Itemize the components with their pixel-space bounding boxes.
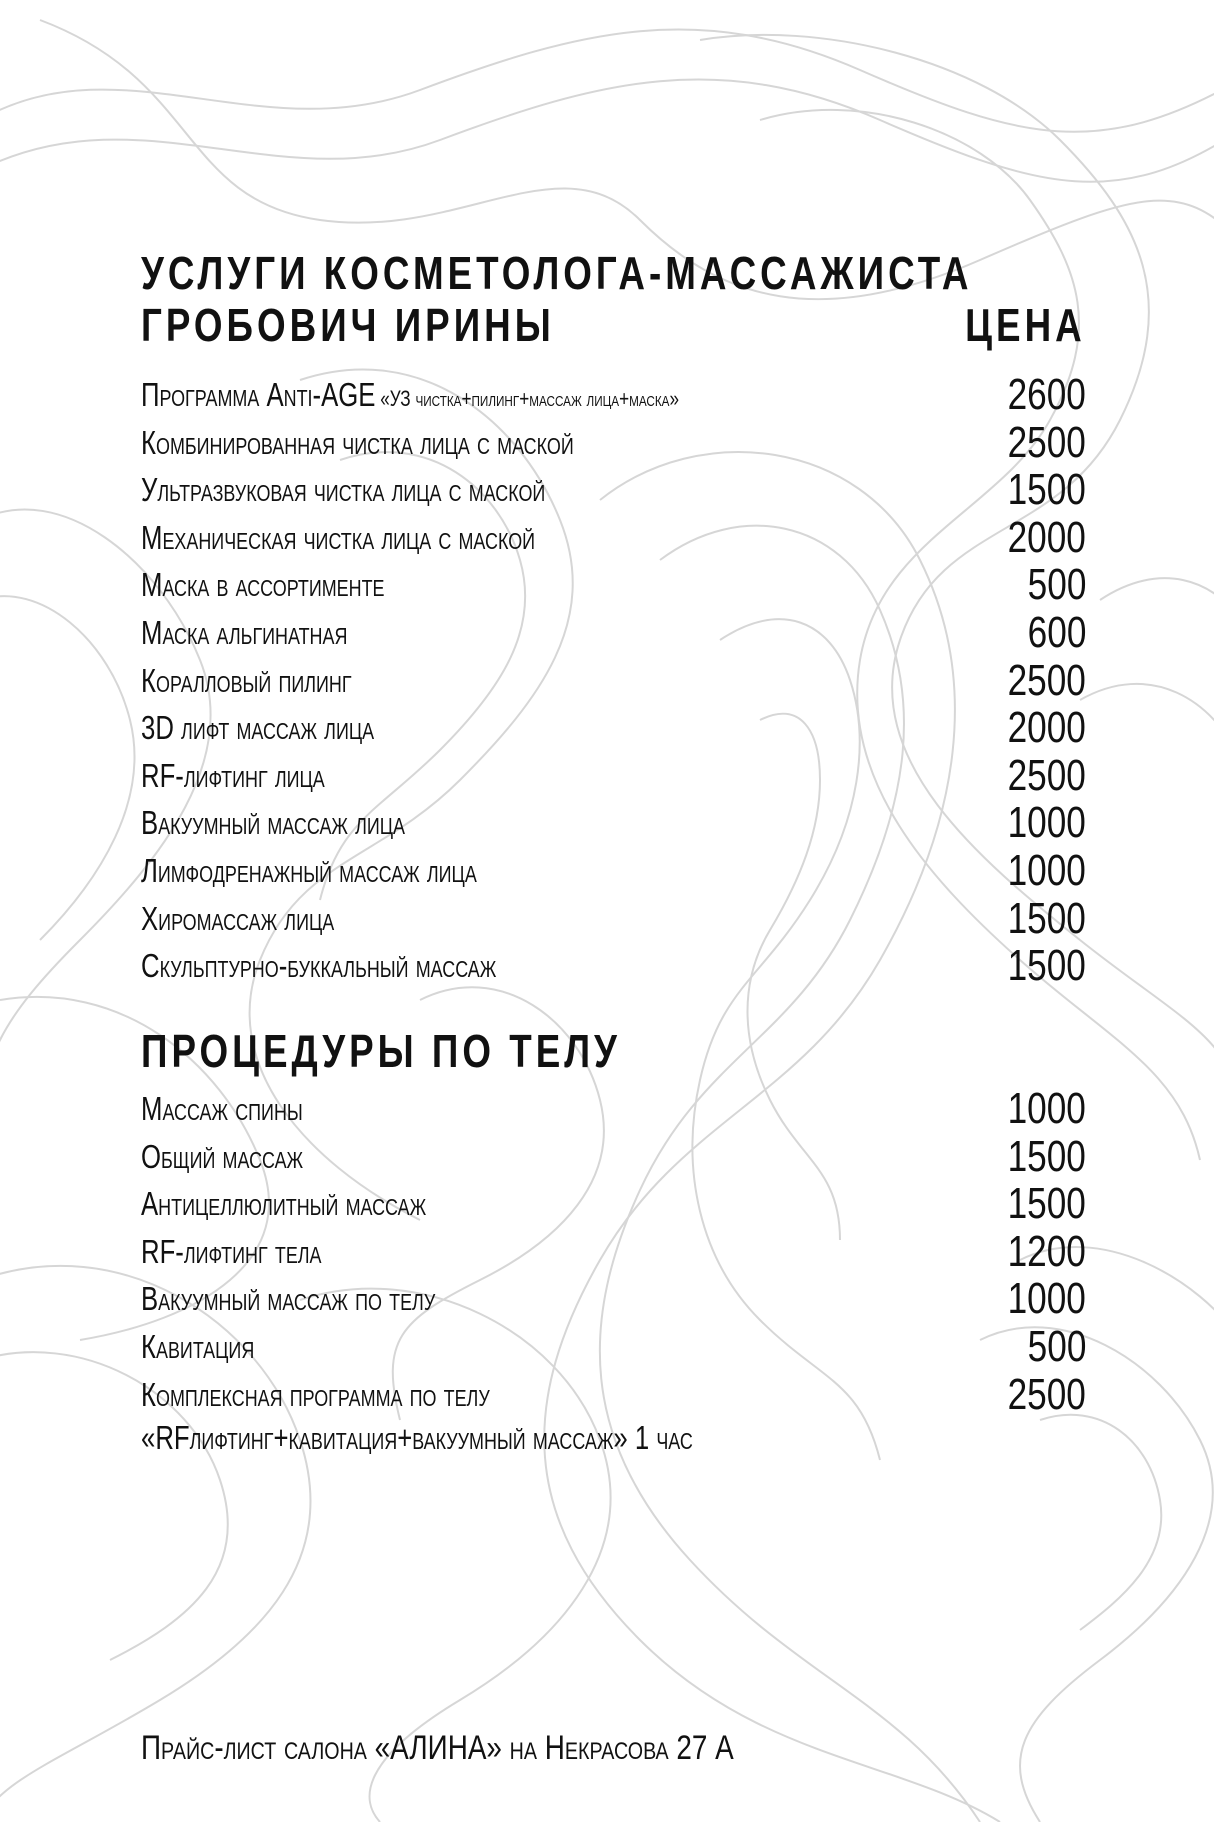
service-row: [141, 1180, 1086, 1228]
service-row: [141, 847, 1086, 895]
service-name: Комбинированная чистка лица с маской: [141, 423, 574, 461]
service-price: 2600: [1007, 370, 1086, 419]
service-price: 2500: [1007, 655, 1086, 705]
service-name: Маска в ассортименте: [141, 566, 385, 604]
service-row: [141, 657, 1086, 705]
service-price: 500: [1027, 560, 1086, 610]
service-name: Лимфодренажный массаж лица: [141, 851, 477, 889]
service-price: 1000: [1007, 1274, 1086, 1324]
service-row: [141, 1085, 1086, 1133]
service-row: [141, 514, 1086, 562]
service-name: Кавитация: [141, 1327, 255, 1365]
service-subtitle: «УЗ чистка+пилинг+массаж лица+маска»: [375, 386, 679, 411]
service-name: Механическая чистка лица с маской: [141, 518, 536, 556]
service-row: [141, 1369, 1086, 1456]
page-title-line-2: ГРОБОВИЧ ИРИНЫ: [141, 299, 555, 351]
service-row: [141, 466, 1086, 514]
service-price: 1500: [1007, 893, 1086, 943]
service-row: [141, 371, 1086, 419]
service-row: [141, 1323, 1086, 1371]
service-price: 1200: [1007, 1226, 1086, 1276]
service-price: 2500: [1007, 417, 1086, 467]
service-row: [141, 419, 1086, 467]
service-name: Хиромассаж лица: [141, 899, 335, 937]
service-price: 1000: [1007, 798, 1086, 848]
service-name: Общий массаж: [141, 1137, 304, 1175]
salon-footer: Прайс-лист салона «АЛИНА» на Некрасова 27 А: [141, 1729, 734, 1767]
service-row: [141, 561, 1086, 609]
service-name: RF-лифтинг лица: [141, 756, 325, 794]
service-price: 2500: [1007, 1369, 1086, 1419]
service-row: [141, 895, 1086, 943]
service-name: Ультразвуковая чистка лица с маской: [141, 471, 546, 509]
service-price: 1000: [1007, 1084, 1086, 1133]
service-name: Вакуумный массаж по телу: [141, 1280, 436, 1318]
service-price: 600: [1027, 607, 1086, 657]
service-price: 1500: [1007, 941, 1086, 991]
face-services-list: [141, 371, 1086, 990]
service-name: Маска альгинатная: [141, 613, 348, 651]
service-row: [141, 752, 1086, 800]
service-row: [141, 799, 1086, 847]
service-name: Вакуумный массаж лица: [141, 804, 406, 842]
service-name: Комплексная программа по телу: [141, 1375, 490, 1413]
service-price: 2000: [1007, 512, 1086, 562]
service-price: 1000: [1007, 845, 1086, 895]
service-price: 2000: [1007, 703, 1086, 753]
service-name: Программа Anti-AGE «УЗ чистка+пилинг+массаж лица+маска»: [141, 376, 679, 413]
service-name: RF-лифтинг тела: [141, 1232, 322, 1270]
service-name: Антицеллюлитный массаж: [141, 1185, 427, 1223]
service-row: [141, 609, 1086, 657]
complex-program-note: «RFлифтинг+кавитация+вакуумный массаж» 1 час: [141, 1418, 693, 1456]
page-title-line-1: УСЛУГИ КОСМЕТОЛОГА-МАССАЖИСТА: [141, 247, 973, 299]
service-row: [141, 704, 1086, 752]
service-price: 2500: [1007, 750, 1086, 800]
price-column-header: ЦЕНА: [965, 299, 1086, 351]
service-price: 1500: [1007, 1131, 1086, 1181]
section-title-body: ПРОЦЕДУРЫ ПО ТЕЛУ: [141, 1025, 621, 1077]
service-name: Коралловый пилинг: [141, 661, 352, 699]
service-row: [141, 1133, 1086, 1181]
service-price: 1500: [1007, 1179, 1086, 1229]
body-services-list: [141, 1084, 1086, 1456]
service-row: [141, 942, 1086, 990]
service-price: 1500: [1007, 465, 1086, 515]
service-row: [141, 1228, 1086, 1276]
service-price: 500: [1027, 1321, 1086, 1371]
service-name: 3D лифт массаж лица: [141, 709, 375, 747]
service-name: Массаж спины: [141, 1090, 303, 1127]
service-row: [141, 1275, 1086, 1323]
service-name: Скульптурно-буккальный массаж: [141, 947, 497, 985]
